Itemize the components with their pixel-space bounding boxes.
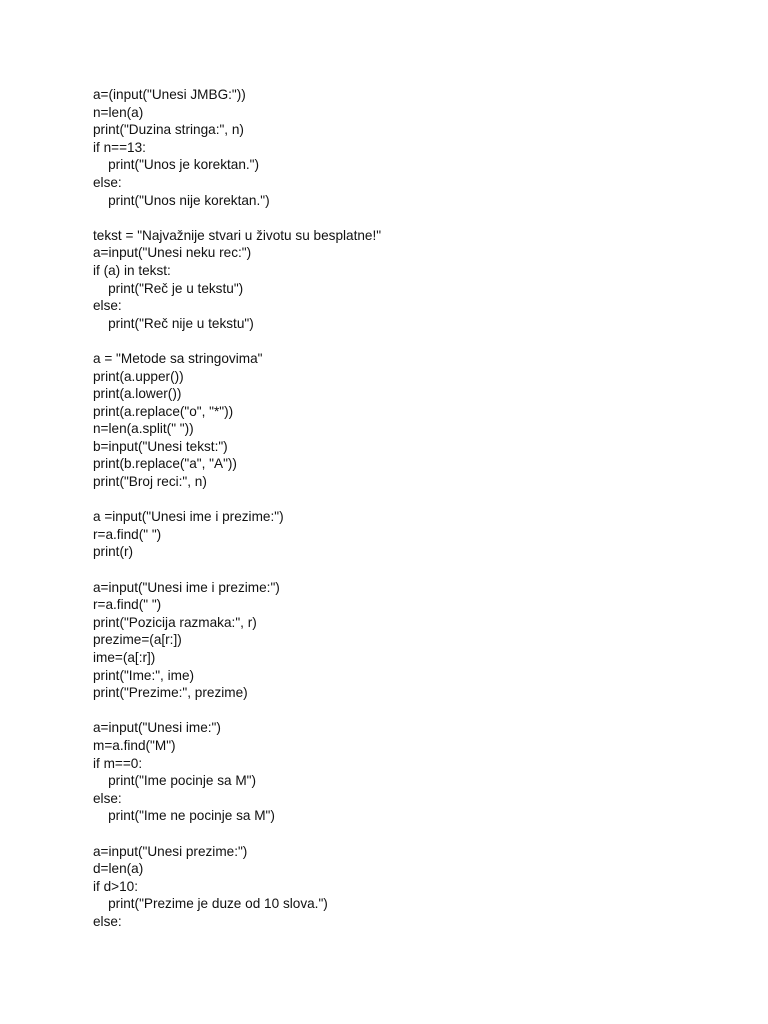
blank-line <box>93 561 733 579</box>
code-line: print("Reč nije u tekstu") <box>93 315 254 331</box>
code-line: else: <box>93 174 122 190</box>
code-line: n=len(a) <box>93 104 144 120</box>
code-line: n=len(a.split(" ")) <box>93 421 194 437</box>
code-line: print(b.replace("a", "A")) <box>93 456 237 472</box>
blank-line <box>93 702 733 720</box>
code-line: print("Unos nije korektan.") <box>93 192 270 208</box>
code-line: print("Prezime je duze od 10 slova.") <box>93 896 328 912</box>
code-line: print("Unos je korektan.") <box>93 157 260 173</box>
code-line: a = "Metode sa stringovima" <box>93 350 263 366</box>
code-line: a=input("Unesi ime i prezime:") <box>93 579 280 595</box>
code-line: a=input("Unesi neku rec:") <box>93 245 252 261</box>
code-line: print("Pozicija razmaka:", r) <box>93 614 257 630</box>
code-line: print("Ime ne pocinje sa M") <box>93 808 275 824</box>
code-line: print("Broj reci:", n) <box>93 474 207 490</box>
blank-line <box>93 332 733 350</box>
code-line: print("Ime pocinje sa M") <box>93 773 257 789</box>
code-line: else: <box>93 298 122 314</box>
code-line: tekst = "Najvažnije stvari u životu su besplatne!" <box>93 227 382 243</box>
code-line: print("Reč je u tekstu") <box>93 280 244 296</box>
code-line: print("Prezime:", prezime) <box>93 685 248 701</box>
code-line: if n==13: <box>93 139 146 155</box>
code-line: r=a.find(" ") <box>93 526 162 542</box>
code-line: prezime=(a[r:]) <box>93 632 182 648</box>
code-line: else: <box>93 790 122 806</box>
code-line: if m==0: <box>93 755 143 771</box>
code-listing <box>93 86 733 931</box>
blank-line <box>93 491 733 509</box>
code-line: d=len(a) <box>93 861 144 877</box>
code-line: print(a.replace("o", "*")) <box>93 403 234 419</box>
code-line: print(a.lower()) <box>93 386 182 402</box>
code-line: r=a.find(" ") <box>93 597 162 613</box>
code-line: a=input("Unesi ime:") <box>93 720 221 736</box>
code-line: a=(input("Unesi JMBG:")) <box>93 87 246 102</box>
blank-line <box>93 825 733 843</box>
code-line: m=a.find("M") <box>93 737 176 753</box>
code-line: a=input("Unesi prezime:") <box>93 843 248 859</box>
code-line: print("Ime:", ime) <box>93 667 195 683</box>
code-line: print("Duzina stringa:", n) <box>93 122 244 138</box>
code-line: if d>10: <box>93 878 138 894</box>
code-line: b=input("Unesi tekst:") <box>93 438 228 454</box>
code-line: a =input("Unesi ime i prezime:") <box>93 509 284 525</box>
code-line: ime=(a[:r]) <box>93 650 156 665</box>
code-line: print(r) <box>93 544 134 560</box>
code-line: else: <box>93 913 122 929</box>
code-line: print(a.upper()) <box>93 368 184 384</box>
blank-line <box>93 209 733 227</box>
code-line: if (a) in tekst: <box>93 262 171 278</box>
